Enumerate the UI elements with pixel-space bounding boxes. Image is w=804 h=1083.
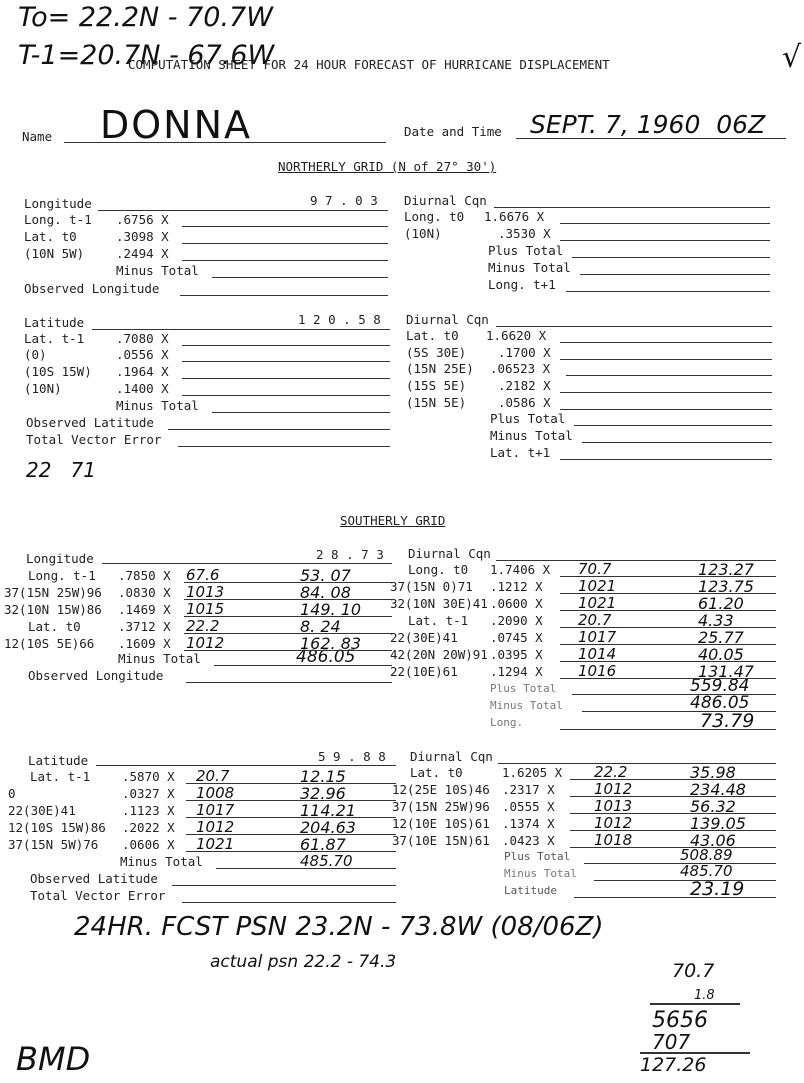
- datetime-label: Date and Time: [404, 124, 502, 139]
- n-lat-row-coef: .7080 X: [116, 331, 169, 346]
- row-result: 35.98: [690, 763, 736, 782]
- n-plus-total: Plus Total: [488, 243, 564, 258]
- n-blank-line: [92, 329, 390, 330]
- n-minus-total-2: Minus Total: [488, 260, 571, 275]
- n-blank-line: [574, 425, 772, 426]
- row-hand-value: 1012: [594, 780, 633, 798]
- row-label: Lat. t0: [410, 765, 463, 780]
- row-result: 131.47: [698, 662, 754, 681]
- s-plus-total-value: 559.84: [690, 676, 750, 696]
- row-hand-value: 20.7: [578, 611, 612, 629]
- row-prefix: 22(10E)61: [390, 664, 458, 679]
- n-diurnal-lat-row-coef: .06523 X: [490, 361, 551, 376]
- name-value: DONNA: [100, 103, 253, 147]
- n-blank-line: [182, 395, 390, 396]
- row-prefix: 37(10E 15N)61: [392, 833, 490, 848]
- row-prefix: 37(15N 5W)76: [8, 837, 99, 852]
- row-label: Lat. t0: [28, 619, 81, 634]
- row-hand-value: 1013: [186, 583, 225, 601]
- row-result: 32.96: [300, 784, 346, 803]
- sheet-title: COMPUTATION SHEET FOR 24 HOUR FORECAST OF HURRICANE DISPLACEMENT: [128, 57, 610, 72]
- s-obs-lat: Observed Latitude: [30, 871, 158, 886]
- n-lat-minus-total-2: Minus Total: [490, 428, 573, 443]
- row-coef: .2317 X: [502, 782, 555, 797]
- n-blank-line: [180, 295, 388, 296]
- datetime-value: SEPT. 7, 1960 06Z: [530, 110, 766, 139]
- row-result: 61.20: [698, 594, 744, 613]
- row-result: 43.06: [690, 831, 736, 850]
- n-lon-label: Longitude: [24, 196, 92, 211]
- name-line: [64, 142, 386, 143]
- row-hand-value: 70.7: [578, 560, 612, 578]
- s-blank-line: [172, 885, 396, 886]
- s-blank-line: [594, 880, 776, 881]
- arith-a: 70.7: [672, 960, 715, 982]
- n-blank-line: [494, 207, 770, 208]
- row-hand-value: 1021: [196, 835, 235, 853]
- n-blank-line: [560, 459, 772, 460]
- n-hand-note: 22 71: [26, 458, 96, 482]
- row-result: 139.05: [690, 814, 746, 833]
- row-result: 40.05: [698, 645, 744, 664]
- n-diurnal-row-label: (10N): [404, 226, 442, 241]
- check-mark: √: [782, 40, 802, 75]
- n-diurnal-lat-row-label: (15N 25E): [406, 361, 474, 376]
- arith-b: 1.8: [694, 988, 715, 1003]
- n-blank-line: [560, 359, 772, 360]
- n-lat-row-coef: .1964 X: [116, 364, 169, 379]
- row-coef: .0745 X: [490, 630, 543, 645]
- n-blank-line: [182, 243, 388, 244]
- row-prefix: 0: [8, 786, 16, 801]
- n-blank-line: [182, 260, 388, 261]
- n-lat-label: Latitude: [24, 315, 85, 330]
- row-hand-value: 20.7: [196, 767, 230, 785]
- row-result: 25.77: [698, 628, 744, 647]
- row-coef: .1609 X: [118, 636, 171, 651]
- s-diurnal-label: Diurnal Cqn: [408, 546, 491, 561]
- n-diurnal-lat-row-label: (15S 5E): [406, 378, 467, 393]
- s-lat-minus-total-2: Minus Total: [504, 867, 577, 880]
- n-blank-line: [560, 223, 770, 224]
- northerly-title: NORTHERLY GRID (N of 27° 30'): [278, 159, 497, 174]
- n-blank-line: [178, 446, 390, 447]
- row-hand-value: 1021: [578, 594, 617, 612]
- s-plus-total: Plus Total: [490, 682, 557, 695]
- n-blank-line: [580, 274, 770, 275]
- row-hand-value: 1013: [594, 797, 633, 815]
- row-result: 204.63: [300, 818, 356, 837]
- n-diurnal-lat-row-label: Lat. t0: [406, 328, 459, 343]
- datetime-line: [516, 138, 786, 139]
- row-hand-value: 67.6: [186, 566, 220, 584]
- row-prefix: 12(25E 10S)46: [392, 782, 490, 797]
- arith-d: 707: [652, 1030, 691, 1054]
- n-diurnal-row-label: Long. t0: [404, 209, 465, 224]
- n-diurnal-lat-row-coef: .2182 X: [498, 378, 551, 393]
- row-prefix: 32(10N 15W)86: [4, 602, 102, 617]
- n-diurnal-lat-row-coef: .0586 X: [498, 395, 551, 410]
- n-diurnal-row-coef: 1.6676 X: [484, 209, 545, 224]
- n-blank-line: [560, 240, 770, 241]
- row-coef: .0600 X: [490, 596, 543, 611]
- n-blank-line: [582, 442, 772, 443]
- s-blank-line: [96, 765, 396, 766]
- row-hand-value: 1014: [578, 645, 617, 663]
- row-prefix: 37(15N 25W)96: [392, 799, 490, 814]
- row-coef: .3712 X: [118, 619, 171, 634]
- row-prefix: 12(10E 10S)61: [392, 816, 490, 831]
- s-diurnal-lat-label: Diurnal Cqn: [410, 749, 493, 764]
- n-lon-row-label: Long. t-1: [24, 212, 92, 227]
- entry-line: [186, 851, 396, 852]
- entry-line: [184, 650, 392, 651]
- row-coef: .0606 X: [122, 837, 175, 852]
- n-diurnal-lat-label: Diurnal Cqn: [406, 312, 489, 327]
- row-label: Long. t0: [408, 562, 469, 577]
- row-coef: .0395 X: [490, 647, 543, 662]
- row-coef: 1.7406 X: [490, 562, 551, 577]
- s-blank-line: [214, 665, 392, 666]
- n-minus-total: Minus Total: [116, 263, 199, 278]
- row-prefix: 12(10S 5E)66: [4, 636, 95, 651]
- n-diurnal-label: Diurnal Cqn: [404, 193, 487, 208]
- n-blank-line: [560, 409, 772, 410]
- n-blank-line: [182, 226, 388, 227]
- row-label: Lat. t-1: [30, 769, 91, 784]
- n-lat-row-coef: .1400 X: [116, 381, 169, 396]
- row-hand-value: 1021: [578, 577, 617, 595]
- row-hand-value: 1015: [186, 600, 225, 618]
- n-blank-line: [496, 326, 772, 327]
- row-prefix: 22(30E)41: [8, 803, 76, 818]
- row-result: 56.32: [690, 797, 736, 816]
- row-result: 84. 08: [300, 583, 351, 602]
- s-lat-plus-total-value: 508.89: [680, 846, 733, 864]
- row-coef: .1294 X: [490, 664, 543, 679]
- n-blank-line: [572, 257, 770, 258]
- n-blank-line: [182, 378, 390, 379]
- n-diurnal-row-coef: .3530 X: [498, 226, 551, 241]
- n-lat-row-label: (10N): [24, 381, 62, 396]
- n-blank-line: [182, 361, 390, 362]
- row-coef: .1374 X: [502, 816, 555, 831]
- row-result: 53. 07: [300, 566, 351, 585]
- n-lon-row-coef: .3098 X: [116, 229, 169, 244]
- s-blank-line: [182, 902, 396, 903]
- row-label: Long. t-1: [28, 568, 96, 583]
- n-blank-line: [212, 277, 388, 278]
- s-blank-line: [186, 682, 392, 683]
- row-result: 234.48: [690, 780, 746, 799]
- n-tve: Total Vector Error: [26, 432, 162, 447]
- n-lat-plus-total: Plus Total: [490, 411, 566, 426]
- n-lat-row-label: (0): [24, 347, 47, 362]
- row-hand-value: 1012: [186, 634, 225, 652]
- row-label: Lat. t-1: [408, 613, 469, 628]
- row-hand-value: 1012: [594, 814, 633, 832]
- s-minus-total: Minus Total: [118, 651, 201, 666]
- s-lat-label: Latitude: [28, 753, 89, 768]
- row-coef: .0327 X: [122, 786, 175, 801]
- n-diurnal-lat-row-label: (5S 30E): [406, 345, 467, 360]
- s-lat-minus-total-2-value: 485.70: [680, 862, 733, 880]
- row-coef: .7850 X: [118, 568, 171, 583]
- row-coef: .1123 X: [122, 803, 175, 818]
- row-result: 149. 10: [300, 600, 362, 619]
- n-diurnal-lat-row-coef: 1.6620 X: [486, 328, 547, 343]
- row-coef: .2090 X: [490, 613, 543, 628]
- n-lon-value: 9 7 . 0 3: [310, 193, 378, 208]
- initials-signature: BMD: [16, 1040, 91, 1078]
- row-result: 4.33: [698, 611, 734, 630]
- row-prefix: 32(10N 30E)41: [390, 596, 488, 611]
- t1-note: T-1=20.7N - 67.6W: [18, 40, 275, 71]
- row-result: 114.21: [300, 801, 356, 820]
- s-lon-label: Longitude: [26, 551, 94, 566]
- forecast-note: 24HR. FCST PSN 23.2N - 73.8W (08/06Z): [74, 912, 604, 942]
- row-prefix: 12(10S 15W)86: [8, 820, 106, 835]
- n-lat-row-coef: .0556 X: [116, 347, 169, 362]
- s-blank-line: [216, 868, 396, 869]
- s-long-label: Long.: [490, 716, 524, 729]
- row-hand-value: 1018: [594, 831, 633, 849]
- row-coef: .0830 X: [118, 585, 171, 600]
- row-hand-value: 1017: [196, 801, 235, 819]
- n-blank-line: [566, 375, 772, 376]
- s-blank-line: [574, 897, 776, 898]
- entry-line: [560, 678, 776, 679]
- s-lat-minus-total: Minus Total: [120, 854, 203, 869]
- n-obs-lon: Observed Longitude: [24, 281, 160, 296]
- s-tve: Total Vector Error: [30, 888, 166, 903]
- n-lon-line: [98, 210, 388, 211]
- n-lon-row-label: (10N 5W): [24, 246, 85, 261]
- n-lat-value: 1 2 0 . 5 8: [298, 312, 381, 327]
- row-result: 61.87: [300, 835, 346, 854]
- n-long-t1: Long. t+1: [488, 277, 556, 292]
- n-lat-t1: Lat. t+1: [490, 445, 551, 460]
- actual-note: actual psn 22.2 - 74.3: [210, 952, 397, 972]
- row-coef: .2022 X: [122, 820, 175, 835]
- s-lat-minus-total-value: 485.70: [300, 852, 353, 870]
- n-lon-row-label: Lat. t0: [24, 229, 77, 244]
- arith-line-1: [650, 1003, 740, 1005]
- n-blank-line: [212, 412, 390, 413]
- row-result: 12.15: [300, 767, 346, 786]
- row-prefix: 42(20N 20W)91: [390, 647, 488, 662]
- t0-note: To= 22.2N - 70.7W: [18, 2, 273, 33]
- s-long-value: 73.79: [700, 710, 755, 732]
- n-obs-lat: Observed Latitude: [26, 415, 154, 430]
- row-coef: 1.6205 X: [502, 765, 563, 780]
- n-diurnal-lat-row-coef: .1700 X: [498, 345, 551, 360]
- row-prefix: 37(15N 0)71: [390, 579, 473, 594]
- n-diurnal-lat-row-label: (15N 5E): [406, 395, 467, 410]
- row-coef: .1469 X: [118, 602, 171, 617]
- s-lat-plus-total: Plus Total: [504, 850, 571, 863]
- n-blank-line: [566, 291, 770, 292]
- row-result: 8. 24: [300, 617, 341, 636]
- row-coef: .0555 X: [502, 799, 555, 814]
- row-result: 123.27: [698, 560, 754, 579]
- row-prefix: 22(30E)41: [390, 630, 458, 645]
- n-lon-row-coef: .2494 X: [116, 246, 169, 261]
- row-prefix: 37(15N 25W)96: [4, 585, 102, 600]
- n-blank-line: [560, 392, 772, 393]
- row-hand-value: 1008: [196, 784, 235, 802]
- row-hand-value: 1017: [578, 628, 617, 646]
- n-blank-line: [560, 342, 772, 343]
- arith-e: 127.26: [640, 1054, 707, 1076]
- row-result: 162. 83: [300, 634, 362, 653]
- entry-line: [570, 847, 776, 848]
- row-result: 123.75: [698, 577, 754, 596]
- arith-c: 5656: [652, 1008, 708, 1033]
- row-hand-value: 1012: [196, 818, 235, 836]
- row-hand-value: 22.2: [186, 617, 220, 635]
- s-lat-value: 5 9 . 8 8: [318, 749, 386, 764]
- n-lat-row-label: Lat. t-1: [24, 331, 85, 346]
- row-hand-value: 1016: [578, 662, 617, 680]
- n-lon-row-coef: .6756 X: [116, 212, 169, 227]
- row-coef: .0423 X: [502, 833, 555, 848]
- s-latitude-2-label: Latitude: [504, 884, 557, 897]
- southerly-title: SOUTHERLY GRID: [340, 513, 446, 528]
- n-blank-line: [168, 429, 390, 430]
- s-obs-lon: Observed Longitude: [28, 668, 164, 683]
- row-coef: .5870 X: [122, 769, 175, 784]
- n-lat-row-label: (10S 15W): [24, 364, 92, 379]
- s-latitude-2-value: 23.19: [690, 878, 745, 900]
- s-minus-total-value: 486.05: [296, 647, 356, 667]
- s-minus-total-2-value: 486.05: [690, 693, 750, 713]
- row-hand-value: 22.2: [594, 763, 628, 781]
- n-blank-line: [182, 345, 390, 346]
- s-minus-total-2: Minus Total: [490, 699, 563, 712]
- row-coef: .1212 X: [490, 579, 543, 594]
- s-blank-line: [102, 563, 392, 564]
- s-lon-value: 2 8 . 7 3: [316, 547, 384, 562]
- name-label: Name: [22, 129, 53, 144]
- s-blank-line: [560, 729, 776, 730]
- n-lat-minus-total: Minus Total: [116, 398, 199, 413]
